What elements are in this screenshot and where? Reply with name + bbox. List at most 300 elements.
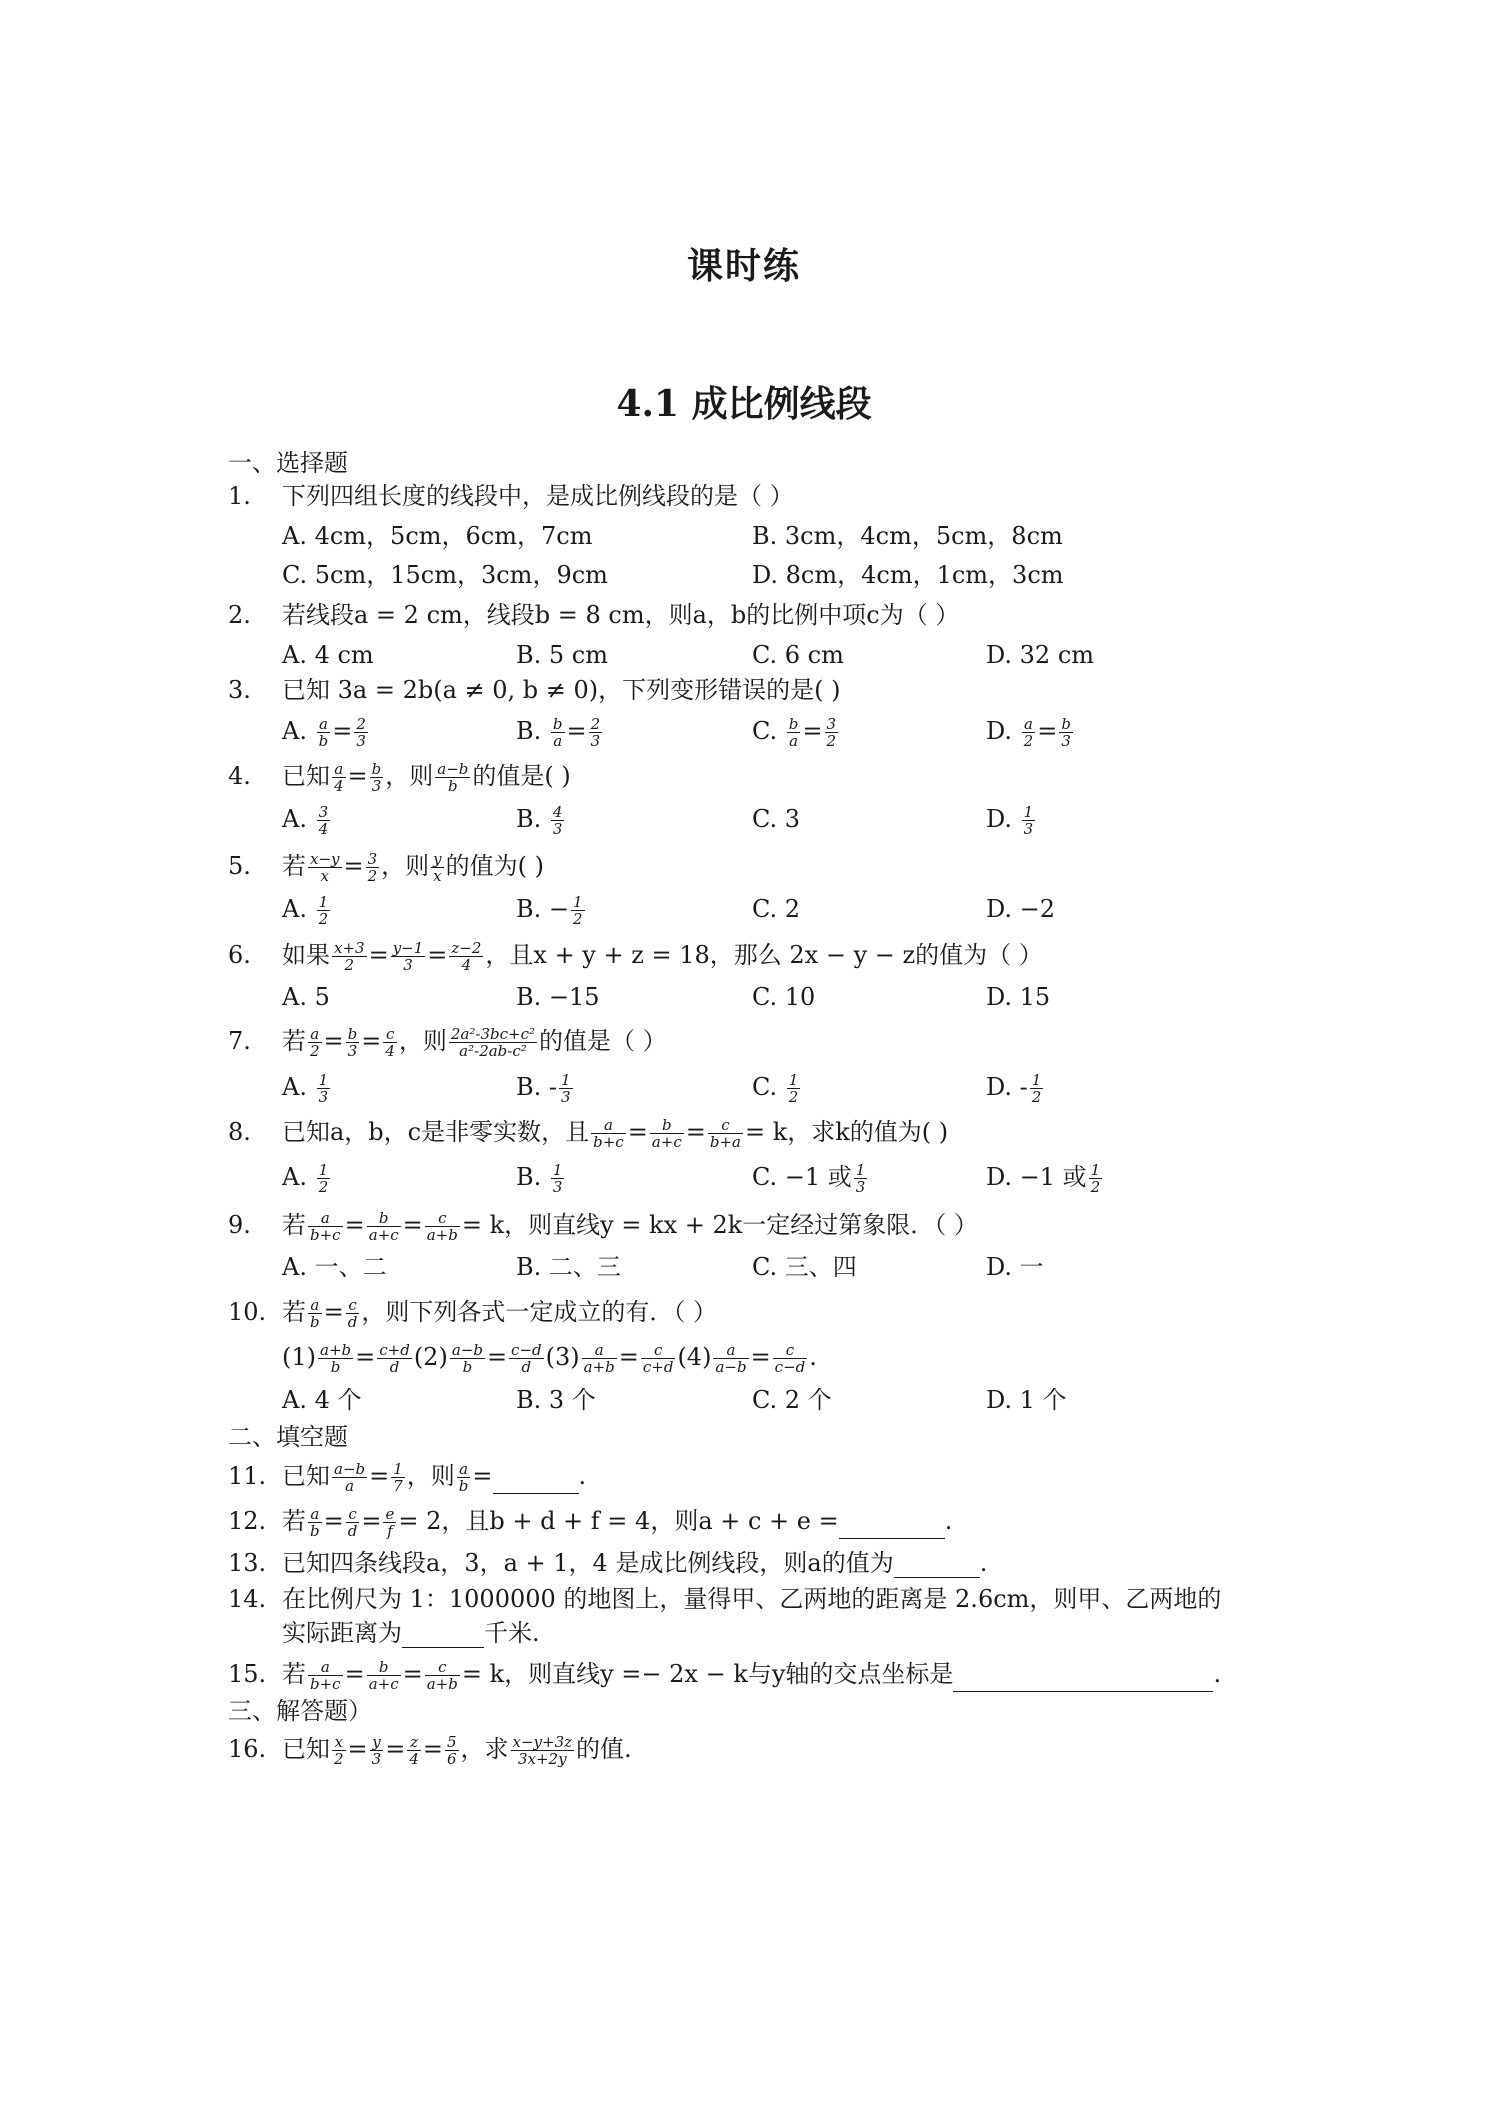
- fraction: [449, 1026, 537, 1059]
- stem-text: 的值为( ): [445, 852, 545, 880]
- question-stem: [282, 1210, 978, 1243]
- stem-text: 如果: [282, 941, 330, 969]
- question-stem: [282, 1734, 632, 1767]
- option-a: [282, 716, 370, 749]
- stem-text: = 2，且b + d + f = 4，则a + c + e =: [398, 1507, 839, 1535]
- fraction: [787, 716, 801, 749]
- equals: =: [422, 1735, 443, 1763]
- option-letter: A.: [282, 805, 307, 833]
- statement-label: (4): [677, 1343, 712, 1371]
- fraction: [332, 1461, 367, 1494]
- numerator: 1: [1090, 1161, 1101, 1179]
- numerator: c: [708, 1117, 743, 1134]
- denominator: 2: [788, 1088, 799, 1106]
- fraction: [370, 1734, 384, 1767]
- fraction: [551, 1162, 565, 1195]
- numerator: 1: [573, 893, 583, 911]
- numerator: 3: [318, 803, 329, 821]
- numerator: 5: [446, 1733, 457, 1751]
- section-fill: 二、填空题: [228, 1423, 348, 1451]
- fraction: [308, 1659, 343, 1692]
- option-d: [986, 1072, 1045, 1105]
- equals: =: [332, 717, 353, 745]
- denominator: 3: [1023, 820, 1034, 838]
- denominator: c+d: [642, 1358, 674, 1376]
- fraction: [1030, 1072, 1044, 1105]
- numerator: a: [1022, 716, 1036, 733]
- fraction: [370, 761, 384, 794]
- fraction: [317, 716, 331, 749]
- option-c: C. 6 cm: [752, 641, 844, 669]
- fraction: [332, 1734, 346, 1767]
- numerator: b: [552, 715, 563, 733]
- fraction: [332, 940, 367, 973]
- denominator: 4: [334, 777, 344, 795]
- fraction: [641, 1342, 676, 1375]
- equals: =: [323, 1507, 344, 1535]
- question-number: 5.: [228, 852, 251, 880]
- numerator: b: [367, 1659, 401, 1676]
- denominator: a: [553, 732, 563, 750]
- stem-text: 已知: [282, 1462, 330, 1490]
- numerator: a: [591, 1117, 626, 1134]
- fraction: [435, 761, 470, 794]
- question-stem: [282, 940, 1043, 973]
- denominator: a+c: [368, 1675, 399, 1693]
- fraction: [551, 804, 565, 837]
- answer-blank[interactable]: [402, 1625, 484, 1648]
- equals: =: [618, 1343, 639, 1371]
- denominator: a: [345, 1477, 355, 1495]
- numerator: 1: [318, 893, 329, 911]
- numerator: c: [425, 1210, 460, 1227]
- answer-blank[interactable]: [839, 1516, 945, 1539]
- denominator: 3: [552, 820, 563, 838]
- stem-text: 若: [282, 1211, 306, 1239]
- denominator: a: [789, 732, 799, 750]
- fraction: [425, 1210, 460, 1243]
- question-stem: [282, 1506, 952, 1539]
- fraction: [1089, 1162, 1103, 1195]
- fraction: [825, 716, 839, 749]
- period: .: [944, 1507, 953, 1535]
- numerator: x−y+3z: [512, 1733, 573, 1751]
- numerator: 1: [318, 1161, 329, 1179]
- option-c: [752, 716, 840, 749]
- stem-text: 若: [282, 1027, 306, 1055]
- stem-text: 若: [282, 852, 306, 880]
- denominator: 3: [1061, 732, 1071, 750]
- equals: =: [385, 1735, 406, 1763]
- fraction: [457, 1461, 471, 1494]
- stem-text: 的值是（ ）: [539, 1027, 667, 1055]
- option-a: A. 5: [282, 983, 330, 1011]
- stem-text: 已知: [282, 762, 330, 790]
- denominator: b: [318, 732, 329, 750]
- numerator: a−b: [437, 760, 469, 778]
- fraction: [773, 1342, 808, 1375]
- denominator: 3: [855, 1178, 866, 1196]
- denominator: 6: [446, 1750, 457, 1768]
- stem-text: ，则: [385, 762, 434, 790]
- option-a: [282, 1072, 332, 1105]
- fraction: [713, 1342, 748, 1375]
- question-number: 14.: [228, 1585, 267, 1613]
- stem-text: ，则: [398, 1027, 447, 1055]
- numerator: 1: [855, 1161, 866, 1179]
- question-number: 15.: [228, 1660, 267, 1688]
- numerator: 2a²-3bc+c²: [450, 1025, 536, 1043]
- denominator: a−b: [715, 1358, 747, 1376]
- period: .: [809, 1343, 817, 1371]
- numerator: 1: [561, 1071, 571, 1089]
- fraction: [354, 716, 368, 749]
- option-letter: A.: [282, 895, 307, 923]
- stem-text: 已知a，b，c是非零实数，且: [282, 1118, 590, 1146]
- stem-text: 已知: [282, 1735, 330, 1763]
- option-c: C. 2 个: [752, 1386, 832, 1414]
- numerator: y: [433, 850, 442, 868]
- equals: =: [343, 852, 364, 880]
- question-number: 1.: [228, 482, 251, 510]
- denominator: 2: [1031, 1088, 1042, 1106]
- fraction: [450, 1342, 485, 1375]
- section-solve: 三、解答题）: [228, 1697, 372, 1725]
- option-a: A. 一、二: [282, 1253, 387, 1281]
- option-a: [282, 1162, 332, 1195]
- fraction: [407, 1734, 421, 1767]
- option-letter: C.: [752, 1073, 778, 1101]
- numerator: b: [1061, 715, 1071, 733]
- numerator: x: [332, 1734, 346, 1751]
- fraction: [308, 1506, 322, 1539]
- denominator: 2: [310, 1042, 320, 1060]
- fraction: [449, 940, 483, 973]
- fraction: [708, 1117, 743, 1150]
- numerator: a: [317, 716, 331, 733]
- fraction: [787, 1072, 801, 1105]
- option-d: D. 8cm，4cm，1cm，3cm: [752, 561, 1064, 589]
- numerator: e: [385, 1505, 395, 1523]
- denominator: d: [521, 1358, 532, 1376]
- equals: =: [486, 1343, 508, 1371]
- option-letter: D. −1 或: [986, 1163, 1087, 1191]
- denominator: 2: [334, 1750, 344, 1768]
- numerator: c: [346, 1506, 360, 1523]
- question-stem: [282, 851, 544, 884]
- fraction: [391, 940, 426, 973]
- fraction: [367, 1659, 401, 1692]
- denominator: b+c: [310, 1675, 341, 1693]
- fraction: [591, 1117, 626, 1150]
- denominator: 7: [393, 1477, 403, 1495]
- fraction: [366, 851, 380, 884]
- stem-text: 的值.: [576, 1735, 632, 1763]
- denominator: d: [347, 1522, 358, 1540]
- numerator: 1: [1023, 803, 1034, 821]
- question-stem: [282, 1548, 987, 1578]
- denominator: x: [433, 867, 442, 885]
- question-stem: [282, 1026, 667, 1059]
- denominator: b: [310, 1522, 320, 1540]
- equals: =: [344, 1660, 365, 1688]
- denominator: 3: [371, 777, 382, 795]
- denominator: 2: [318, 1178, 329, 1196]
- denominator: a²-2ab-c²: [459, 1042, 527, 1060]
- numerator: z−2: [451, 939, 482, 957]
- equals: =: [323, 1027, 344, 1055]
- denominator: 3x+2y: [517, 1750, 567, 1768]
- numerator: y−1: [392, 939, 424, 957]
- denominator: a+b: [426, 1226, 458, 1244]
- numerator: 1: [552, 1161, 563, 1179]
- option-letter: D.: [986, 805, 1013, 833]
- option-letter: B. −: [516, 895, 570, 923]
- denominator: d: [389, 1358, 400, 1376]
- question-stem: 在比例尺为 1：1000000 的地图上，量得甲、乙两地的距离是 2.6cm，则甲、乙两地的: [282, 1585, 1222, 1613]
- denominator: a+c: [368, 1226, 399, 1244]
- option-letter: C.: [752, 717, 778, 745]
- numerator: y: [370, 1734, 384, 1751]
- option-c: [752, 1072, 802, 1105]
- fraction: [317, 1162, 331, 1195]
- option-d: D. 15: [986, 983, 1051, 1011]
- fraction: [346, 1297, 360, 1330]
- equals: =: [685, 1118, 706, 1146]
- numerator: a: [308, 1659, 343, 1676]
- question-number: 13.: [228, 1549, 267, 1577]
- statement-label: (1): [282, 1343, 316, 1371]
- stem-text: 实际距离为: [282, 1619, 402, 1647]
- stem-text: ，则: [406, 1462, 455, 1490]
- numerator: x+3: [334, 939, 365, 957]
- denominator: 2: [826, 732, 837, 750]
- fraction: [559, 1072, 573, 1105]
- option-c: C. 2: [752, 895, 801, 923]
- fraction: [332, 761, 346, 794]
- stem-text: 若: [282, 1660, 306, 1688]
- answer-blank[interactable]: [953, 1669, 1213, 1692]
- option-b: B. 3 个: [516, 1386, 596, 1414]
- stem-text: 的值是( ): [472, 762, 571, 790]
- stem-text: ，且x + y + z = 18，那么 2x − y − z的值为（ ）: [485, 941, 1043, 969]
- denominator: 2: [318, 910, 329, 928]
- numerator: a+b: [320, 1341, 352, 1359]
- option-b: B. 3cm，4cm，5cm，8cm: [752, 522, 1063, 550]
- numerator: c−d: [511, 1341, 542, 1359]
- option-d: D. −2: [986, 895, 1056, 923]
- answer-blank[interactable]: [493, 1471, 579, 1494]
- question-stem: [282, 1117, 948, 1150]
- option-letter: B.: [516, 1163, 542, 1191]
- equals: =: [361, 1507, 382, 1535]
- numerator: c: [346, 1297, 360, 1314]
- numerator: c: [773, 1342, 808, 1359]
- fraction: [1059, 716, 1073, 749]
- denominator: a+b: [426, 1675, 458, 1693]
- question-number: 12.: [228, 1507, 267, 1535]
- fraction: [308, 851, 342, 884]
- fraction: [308, 1297, 322, 1330]
- numerator: 3: [826, 715, 837, 733]
- denominator: b+c: [310, 1226, 341, 1244]
- fraction: [308, 1210, 343, 1243]
- question-stem: [282, 1618, 540, 1648]
- denominator: 3: [318, 1088, 329, 1106]
- fraction: [582, 1342, 617, 1375]
- numerator: a: [457, 1461, 471, 1478]
- equals: =: [369, 1462, 390, 1490]
- equals: =: [402, 1660, 423, 1688]
- denominator: 2: [1090, 1178, 1101, 1196]
- numerator: 1: [393, 1460, 403, 1478]
- fraction: [589, 716, 603, 749]
- option-d: D. 一: [986, 1253, 1044, 1281]
- equals: =: [802, 717, 823, 745]
- option-letter: C. −1 或: [752, 1163, 852, 1191]
- denominator: b: [330, 1358, 341, 1376]
- question-number: 4.: [228, 762, 251, 790]
- fraction: [383, 1506, 396, 1539]
- option-c: C. 3: [752, 805, 801, 833]
- option-b: [516, 804, 566, 837]
- option-letter: D.: [986, 717, 1013, 745]
- option-b: B. 二、三: [516, 1253, 621, 1281]
- numerator: c: [383, 1026, 397, 1043]
- stem-text: 若: [282, 1507, 306, 1535]
- numerator: a: [713, 1342, 748, 1359]
- fraction: [318, 1342, 353, 1375]
- numerator: c+d: [379, 1341, 410, 1359]
- fraction: [391, 1461, 405, 1494]
- equals: =: [361, 1027, 382, 1055]
- denominator: 4: [461, 956, 472, 974]
- period: .: [1213, 1660, 1222, 1688]
- fraction: [317, 894, 331, 927]
- question-number: 3.: [228, 676, 251, 704]
- numerator: a: [332, 761, 346, 778]
- denominator: 3: [590, 732, 601, 750]
- option-letter: B.: [516, 717, 542, 745]
- option-a: [282, 894, 332, 927]
- equals: =: [347, 762, 368, 790]
- denominator: c−d: [774, 1358, 806, 1376]
- option-letter: A.: [282, 717, 307, 745]
- option-a: A. 4cm，5cm，6cm，7cm: [282, 522, 593, 550]
- denominator: 4: [318, 820, 329, 838]
- denominator: 2: [344, 956, 355, 974]
- equals: =: [566, 717, 587, 745]
- lesson-title: 4.1 成比例线段: [616, 383, 872, 425]
- denominator: 3: [552, 1178, 563, 1196]
- fraction: [317, 1072, 331, 1105]
- question-number: 9.: [228, 1211, 251, 1239]
- equals: =: [323, 1298, 344, 1326]
- equals: =: [627, 1118, 648, 1146]
- denominator: b: [458, 1477, 469, 1495]
- numerator: a−b: [334, 1460, 366, 1478]
- numerator: a: [308, 1026, 322, 1043]
- denominator: 2: [573, 910, 583, 928]
- denominator: a+b: [583, 1358, 615, 1376]
- equals: =: [427, 941, 448, 969]
- numerator: b: [788, 715, 799, 733]
- equals: =: [347, 1735, 368, 1763]
- question-number: 11.: [228, 1462, 267, 1490]
- denominator: 4: [409, 1750, 419, 1768]
- option-letter: A.: [282, 1163, 307, 1191]
- numerator: 1: [1031, 1071, 1042, 1089]
- question-number: 7.: [228, 1027, 251, 1055]
- fraction: [346, 1506, 360, 1539]
- option-c: C. 10: [752, 983, 816, 1011]
- option-letter: B. -: [516, 1073, 558, 1101]
- option-b: B. −15: [516, 983, 600, 1011]
- denominator: 3: [561, 1088, 571, 1106]
- fraction: [367, 1210, 401, 1243]
- stem-text: 已知四条线段a，3，a + 1，4 是成比例线段，则a的值为: [282, 1549, 894, 1577]
- stem-text: ，求: [460, 1735, 509, 1763]
- numerator: b: [371, 760, 382, 778]
- denominator: a+c: [651, 1133, 682, 1151]
- option-b: [516, 1072, 575, 1105]
- numerator: 4: [552, 803, 563, 821]
- fraction: [551, 716, 565, 749]
- fraction: [377, 1342, 412, 1375]
- question-stem: [282, 1659, 1221, 1692]
- option-d: D. 1 个: [986, 1386, 1067, 1414]
- answer-blank[interactable]: [894, 1555, 980, 1578]
- option-letter: B.: [516, 805, 542, 833]
- numerator: a: [308, 1506, 322, 1523]
- denominator: 2: [1023, 732, 1034, 750]
- stem-text: 千米.: [484, 1619, 540, 1647]
- numerator: 2: [356, 715, 366, 733]
- denominator: x: [320, 867, 329, 885]
- question-stem: 已知 3a = 2b(a ≠ 0, b ≠ 0)，下列变形错误的是( ): [282, 676, 841, 704]
- fraction: [383, 1026, 397, 1059]
- denominator: b: [310, 1313, 320, 1331]
- option-c: C. 三、四: [752, 1253, 857, 1281]
- option-b: [516, 716, 604, 749]
- fraction: [317, 804, 331, 837]
- denominator: b+c: [593, 1133, 624, 1151]
- option-d: [986, 804, 1037, 837]
- fraction: [431, 851, 443, 884]
- denominator: b: [448, 777, 458, 795]
- numerator: 3: [367, 850, 378, 868]
- option-b: [516, 1162, 566, 1195]
- fraction: [445, 1734, 459, 1767]
- question-number: 10.: [228, 1298, 267, 1326]
- question-number: 2.: [228, 601, 251, 629]
- option-b: B. 5 cm: [516, 641, 608, 669]
- period: .: [979, 1549, 988, 1577]
- equals: =: [344, 1211, 365, 1239]
- fraction: [1022, 716, 1036, 749]
- equals: =: [402, 1211, 423, 1239]
- fraction: [425, 1659, 460, 1692]
- numerator: a: [582, 1342, 617, 1359]
- numerator: z: [407, 1734, 421, 1751]
- section-choice: 一、选择题: [228, 449, 348, 477]
- option-d: [986, 1162, 1104, 1195]
- stem-text: 若: [282, 1298, 306, 1326]
- stem-text: =: [472, 1462, 493, 1490]
- stem-text: ，则下列各式一定成立的有．（ ）: [361, 1298, 717, 1326]
- numerator: c: [425, 1659, 460, 1676]
- option-letter: D. -: [986, 1073, 1028, 1101]
